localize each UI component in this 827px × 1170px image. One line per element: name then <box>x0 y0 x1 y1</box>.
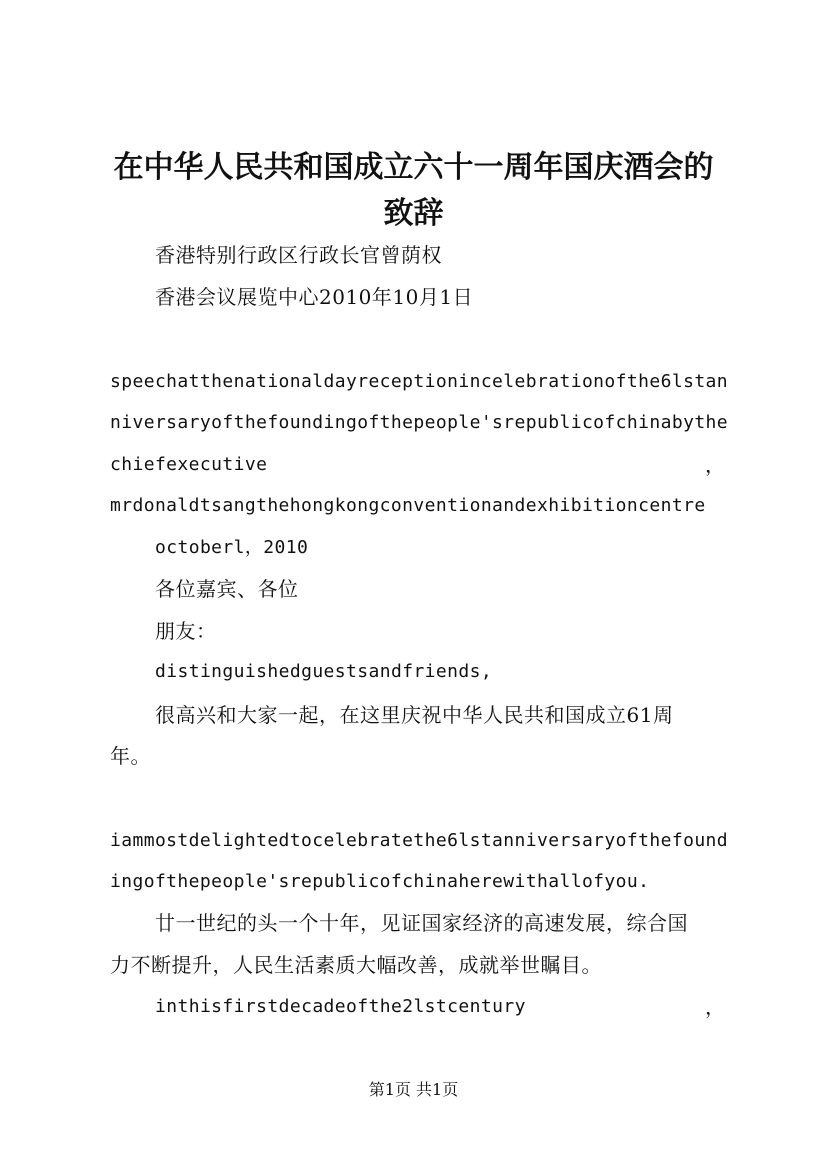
page-footer: 第1页 共1页 <box>368 1080 459 1099</box>
english-heading-line-3: chiefexecutive <box>110 454 268 475</box>
greeting-line-2: 朋友： <box>155 619 217 643</box>
english-paragraph-1-line-1: iammostdelightedtocelebratethe6lstanniversaryofthefound <box>110 830 729 851</box>
english-paragraph-2-line-1: inthisfirstdecadeofthe2lstcentury <box>155 996 526 1017</box>
english-heading-line-4: mrdonaldtsangthehongkongconventionandexhibitioncentre <box>110 495 706 516</box>
title-line-2: 致辞 <box>383 196 444 231</box>
paragraph-2-line-2: 力不断提升，人民生活素质大幅改善，成就举世瞩目。 <box>110 953 602 977</box>
english-heading-line-2: niversaryofthefoundingofthepeople'srepublicofchinabythe <box>110 412 729 433</box>
english-date-line: octoberl，2010 <box>155 537 309 558</box>
english-heading-line-1: speechatthenationaldayreceptionincelebrationofthe6lstan <box>110 371 729 392</box>
paragraph-1-line-1: 很高兴和大家一起，在这里庆祝中华人民共和国成立61周 <box>155 703 674 727</box>
venue-date-line: 香港会议展览中心2010年10月1日 <box>155 285 474 309</box>
english-heading-comma: ， <box>705 453 725 477</box>
paragraph-1-line-2: 年。 <box>110 744 151 768</box>
english-paragraph-2-comma: ， <box>705 995 725 1019</box>
author-line: 香港特别行政区行政长官曾荫权 <box>155 243 442 267</box>
paragraph-2-line-1: 廿一世纪的头一个十年，见证国家经济的高速发展，综合国 <box>155 911 688 935</box>
greeting-line-1: 各位嘉宾、各位 <box>155 577 299 601</box>
document-title <box>100 145 727 237</box>
english-paragraph-1-line-2: ingofthepeople'srepublicofchinaherewithallofyou. <box>110 871 650 892</box>
title-line-1: 在中华人民共和国成立六十一周年国庆酒会的 <box>113 150 714 185</box>
english-greeting-line: distinguishedguestsandfriends, <box>155 661 493 682</box>
